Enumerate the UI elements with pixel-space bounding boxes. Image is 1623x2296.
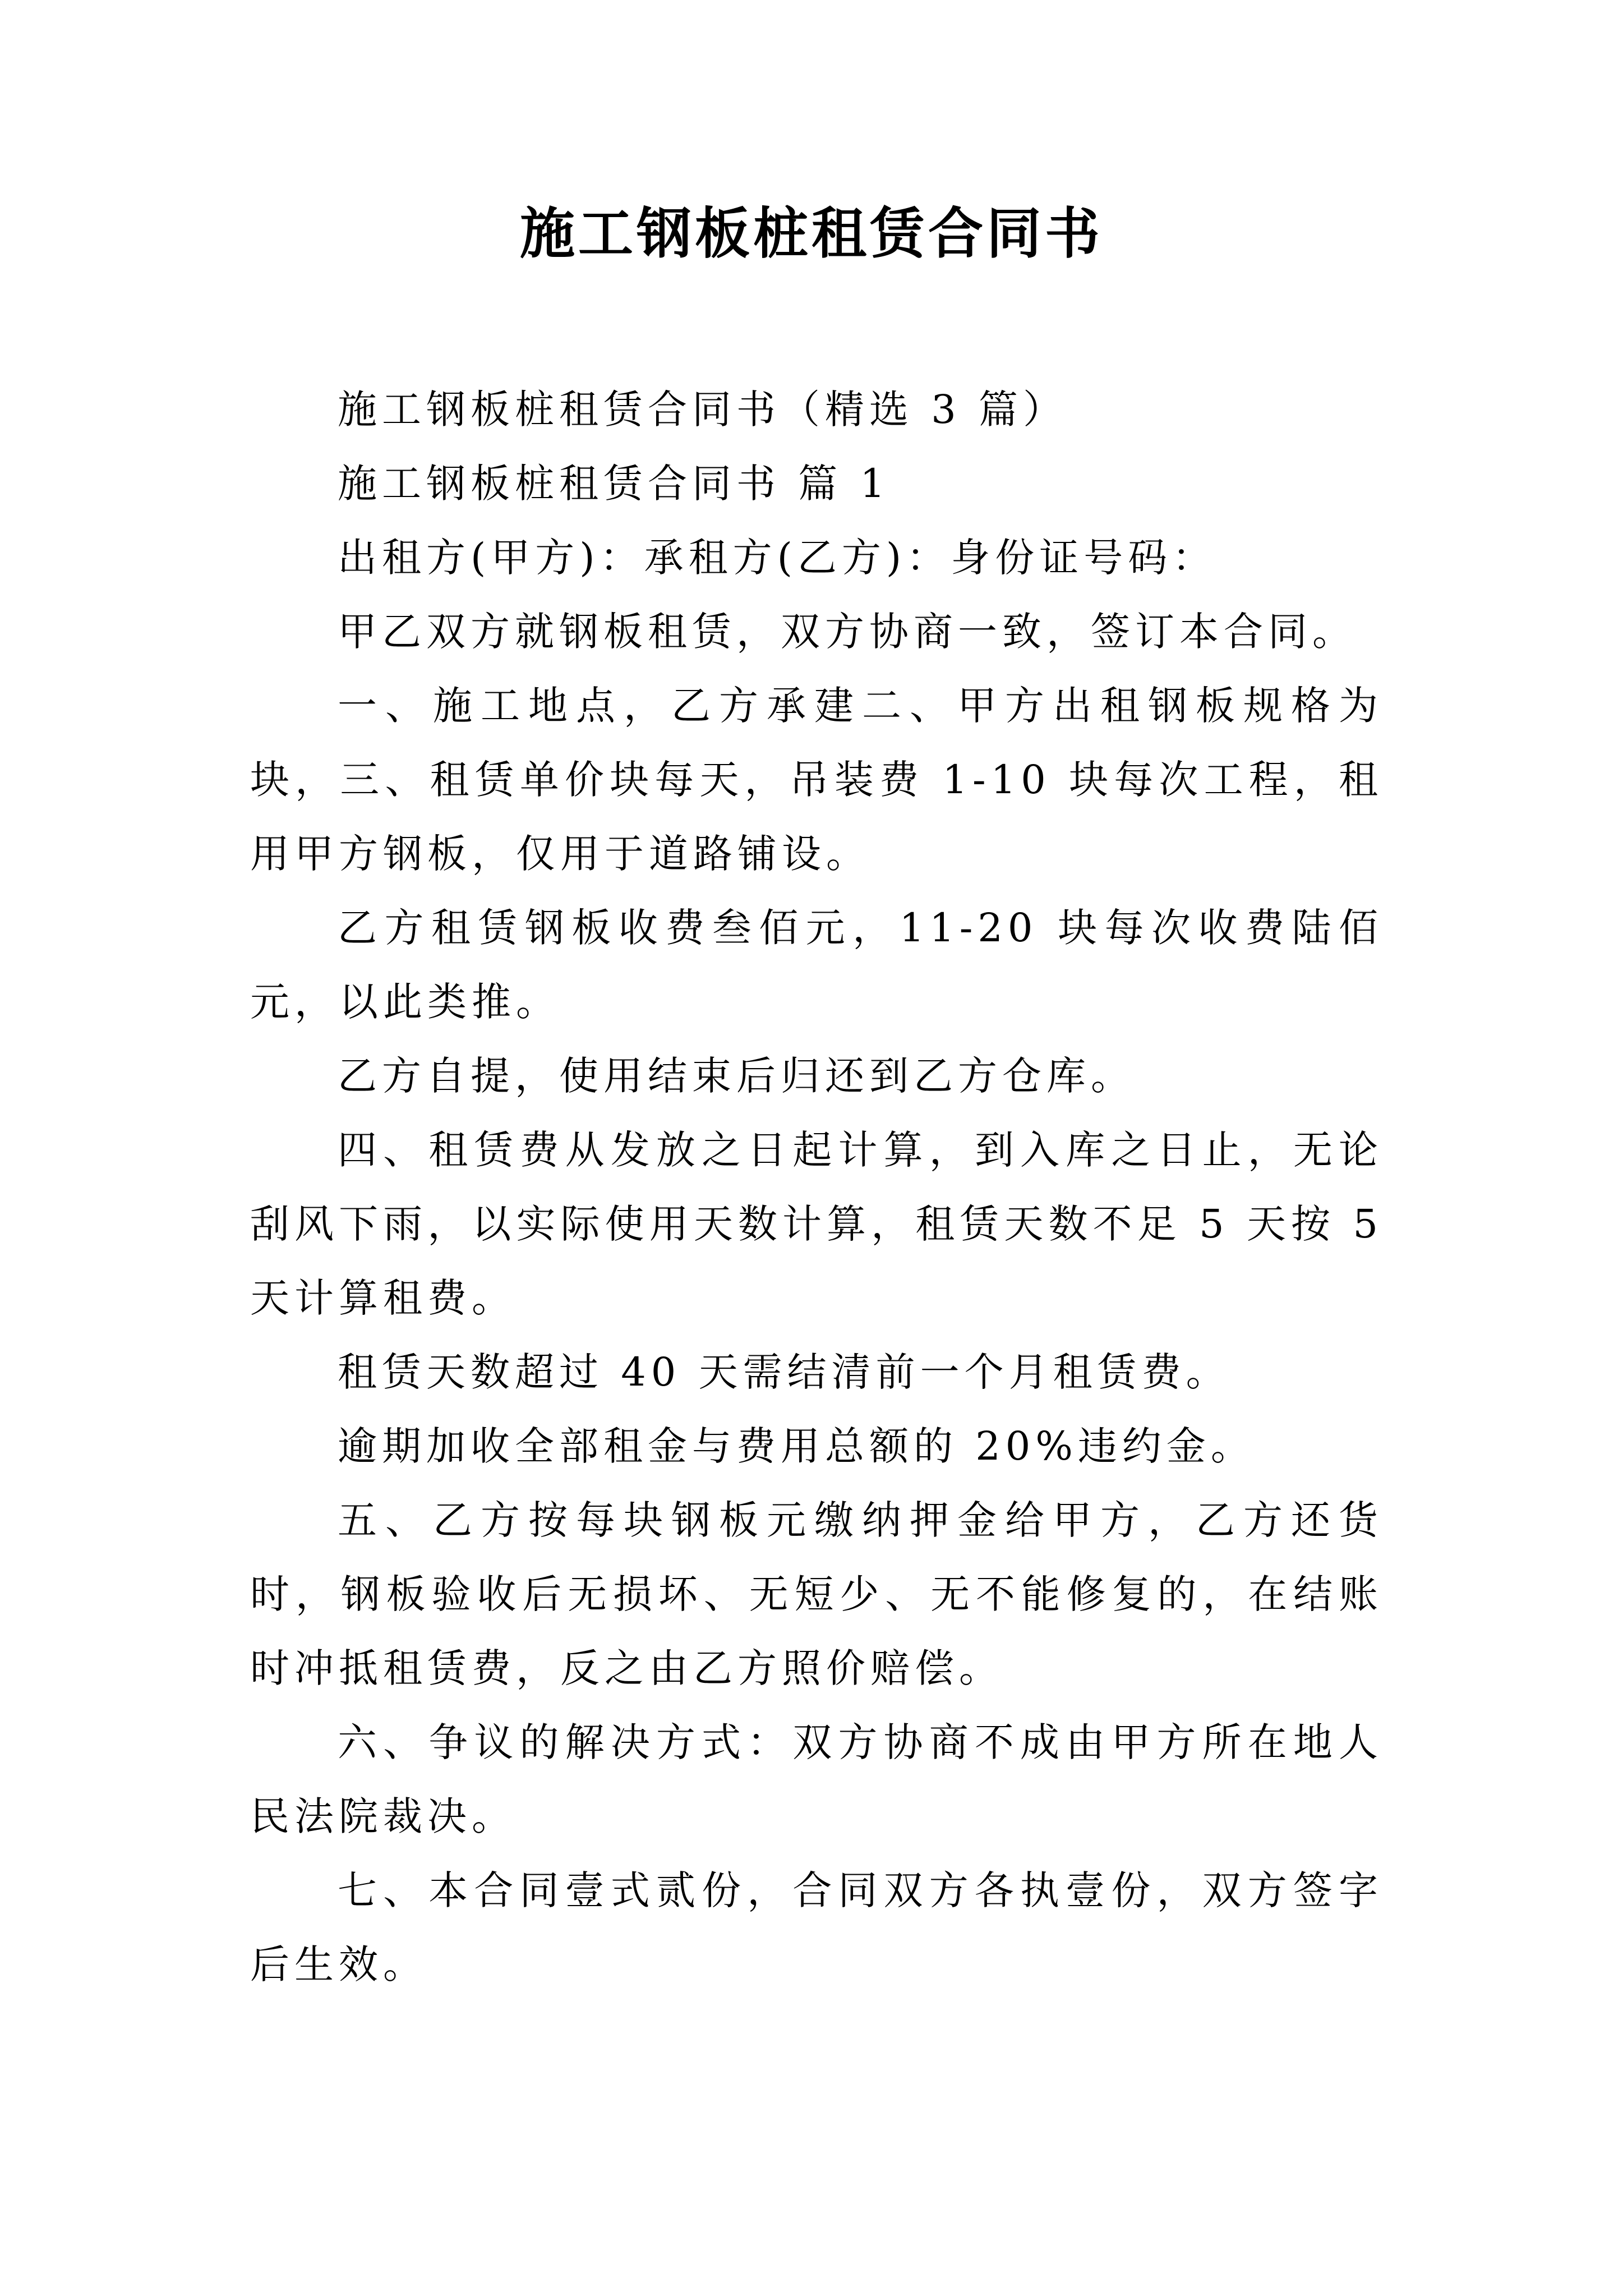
paragraph-subtitle: 施工钢板桩租赁合同书（精选 3 篇） xyxy=(338,386,1068,432)
paragraph-parties: 出租方(甲方)：承租方(乙方)：身份证号码： xyxy=(338,535,1217,581)
paragraph-penalty: 逾期加收全部租金与费用总额的 20%违约金。 xyxy=(338,1423,1255,1469)
paragraph-section-heading: 施工钢板桩租赁合同书 篇 1 xyxy=(338,461,891,507)
paragraph-pickup: 乙方自提，使用结束后归还到乙方仓库。 xyxy=(338,1053,1135,1099)
document-body xyxy=(250,372,1383,2001)
paragraph-clause-4: 四、租赁费从发放之日起计算，到入库之日止，无论刮风下雨，以实际使用天数计算，租赁天数不足 5 天按 5 天计算租费。 xyxy=(250,1127,1383,1321)
paragraph-agreement: 甲乙双方就钢板租赁，双方协商一致，签订本合同。 xyxy=(338,609,1357,655)
paragraph-clause-1-3: 一、施工地点，乙方承建二、甲方出租钢板规格为块，三、租赁单价块每天，吊装费 1-10 块每次工程，租用甲方钢板，仅用于道路铺设。 xyxy=(250,683,1383,877)
paragraph-fee: 乙方租赁钢板收费叁佰元，11-20 块每次收费陆佰元，以此类推。 xyxy=(250,905,1383,1025)
paragraph-clause-5: 五、乙方按每块钢板元缴纳押金给甲方，乙方还货时，钢板验收后无损坏、无短少、无不能修复的，在结账时冲抵租赁费，反之由乙方照价赔偿。 xyxy=(250,1497,1383,1691)
paragraph-clause-7: 七、本合同壹式贰份，合同双方各执壹份，双方签字后生效。 xyxy=(250,1867,1383,1987)
paragraph-clause-6: 六、争议的解决方式：双方协商不成由甲方所在地人民法院裁决。 xyxy=(250,1719,1383,1839)
document-title: 施工钢板桩租赁合同书 xyxy=(519,201,1103,266)
paragraph-settlement: 租赁天数超过 40 天需结清前一个月租赁费。 xyxy=(338,1349,1230,1395)
